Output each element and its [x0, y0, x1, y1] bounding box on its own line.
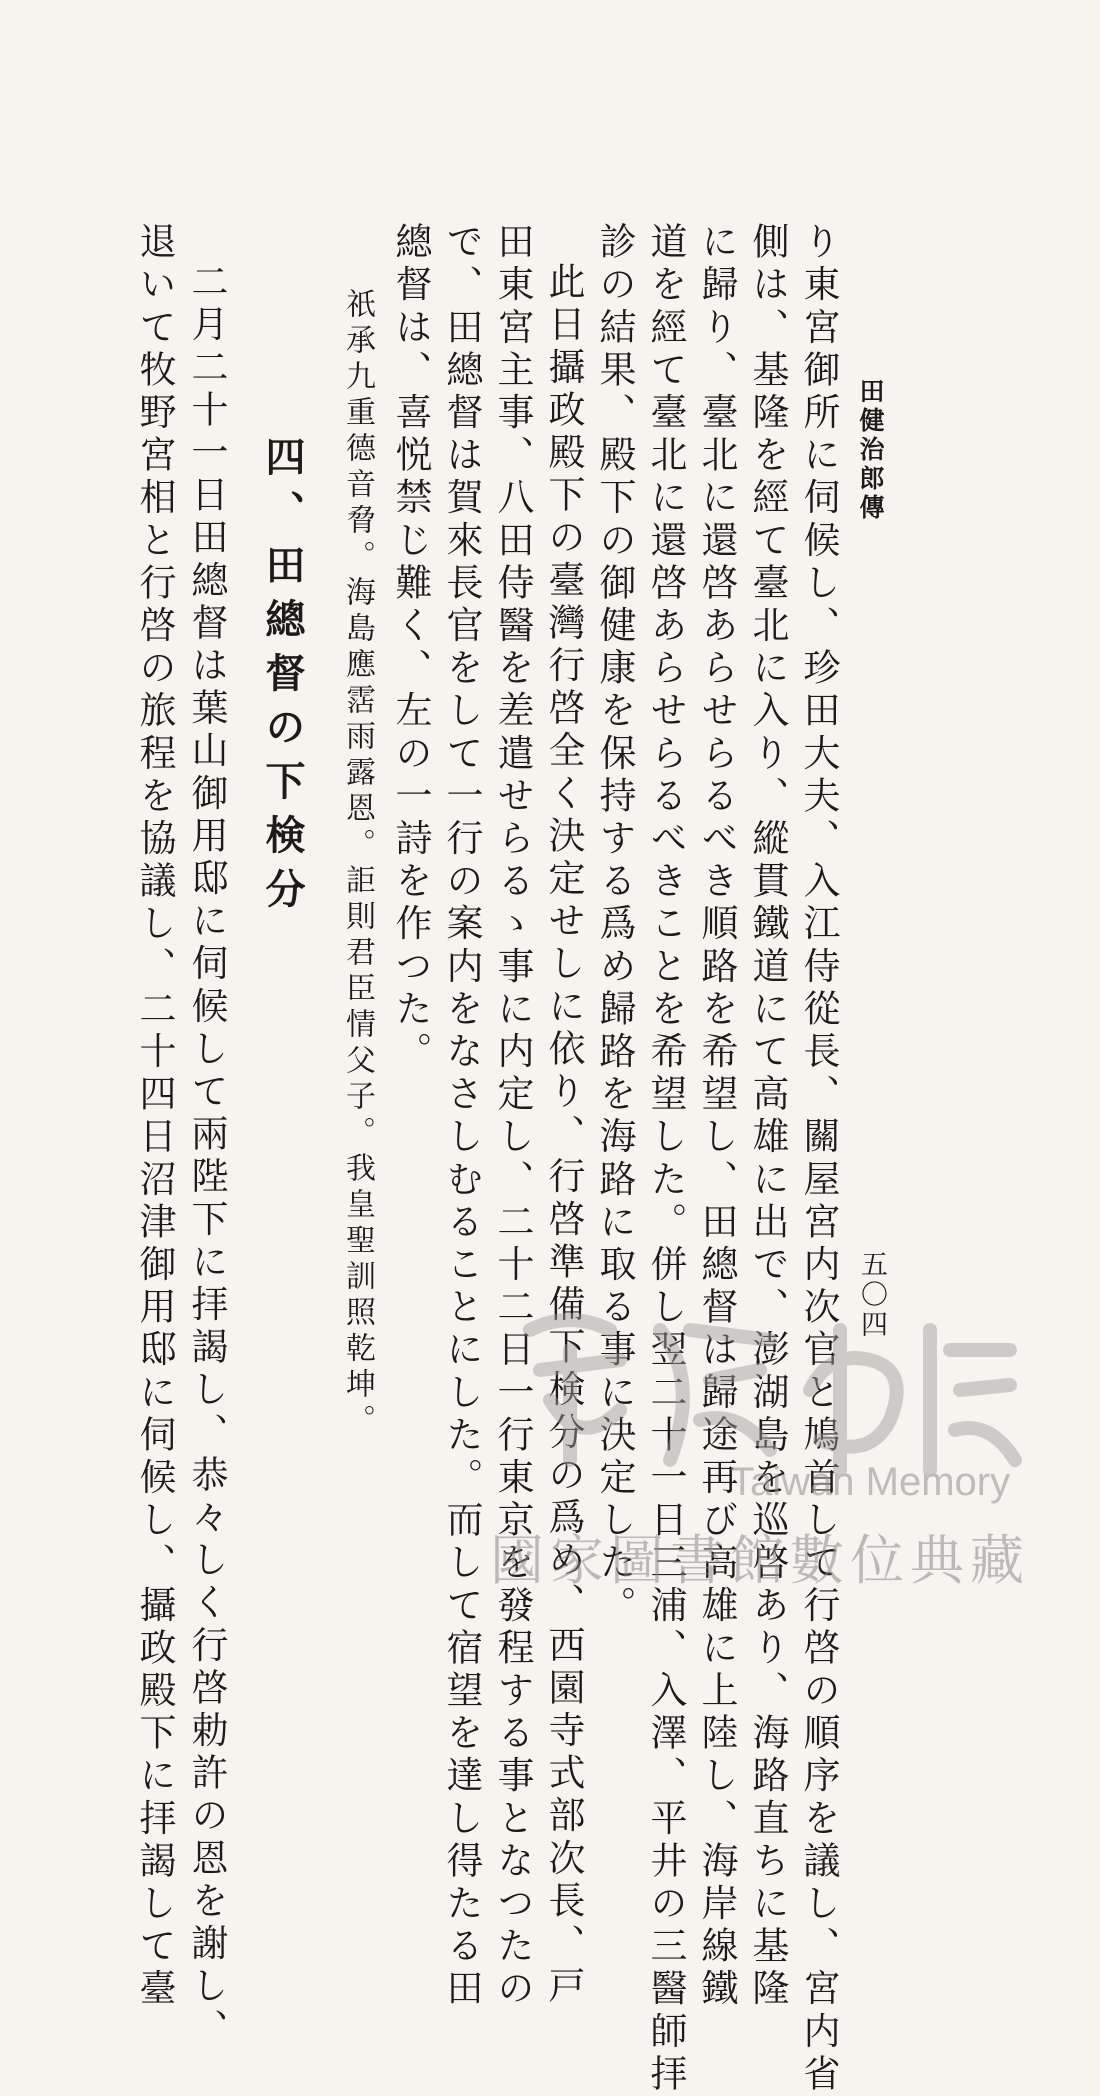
text-column: 退いて牧野宮相と行啓の旅程を協議し、二十四日沼津御用邸に伺候し、攝政殿下に拝謁して臺	[133, 222, 176, 2012]
text-column: に歸り、臺北に還啓あらせらるべき順路を希望し、田總督は歸途再び高雄に上陸し、海岸線鐵	[695, 222, 738, 2012]
text-column: 總督は、喜悦禁じ難く、左の一詩を作つた。	[389, 222, 432, 1074]
running-title: 田健治郎傳	[856, 378, 885, 523]
watermark-chinese: 國家圖書館數位典藏	[490, 1529, 1030, 1592]
page-number: 五〇四	[856, 1250, 887, 1340]
watermark-english: Taiwan Memory	[730, 1460, 1011, 1504]
section-heading: 四、田總督の下検分	[259, 436, 305, 922]
text-column: 此日攝政殿下の臺灣行啓全く決定せしに依り、行啓準備下検分の爲め、西園寺式部次長、戸	[542, 262, 585, 2009]
text-column: 二月二十一日田總督は葉山御用邸に伺候して兩陛下に拝謁し、恭々しく行啓勅許の恩を謝し、	[185, 262, 228, 2052]
text-column: で、田總督は賀來長官をして一行の案内をなさしむることにした。而して宿望を達し得たる田	[440, 222, 483, 2012]
text-column: 診の結果、殿下の御健康を保持する爲め歸路を海路に取る事に決定した。	[593, 222, 636, 1628]
poem: 祇承九重德音脅。海島應霑雨露恩。詎則君臣情父子。我皇聖訓照乾坤。	[340, 288, 375, 1440]
text-column: り東宮御所に伺候し、珍田大夫、入江侍從長、關屋宮内次官と鳩首して行啓の順序を議し、宮内省	[797, 222, 840, 2096]
text-column: 田東宮主事、八田侍醫を差遣せらるゝ事に内定し、二十二日一行東京を發程する事となつたの	[491, 222, 534, 2012]
text-column: 道を經て臺北に還啓あらせらるべきことを希望した。併し翌二十一日三浦、入澤、平井の三醫師拝	[644, 222, 687, 2096]
text-column: 側は、基隆を經て臺北に入り、縱貫鐵道にて高雄に出で、澎湖島を巡啓あり、海路直ちに基隆	[746, 222, 789, 2012]
